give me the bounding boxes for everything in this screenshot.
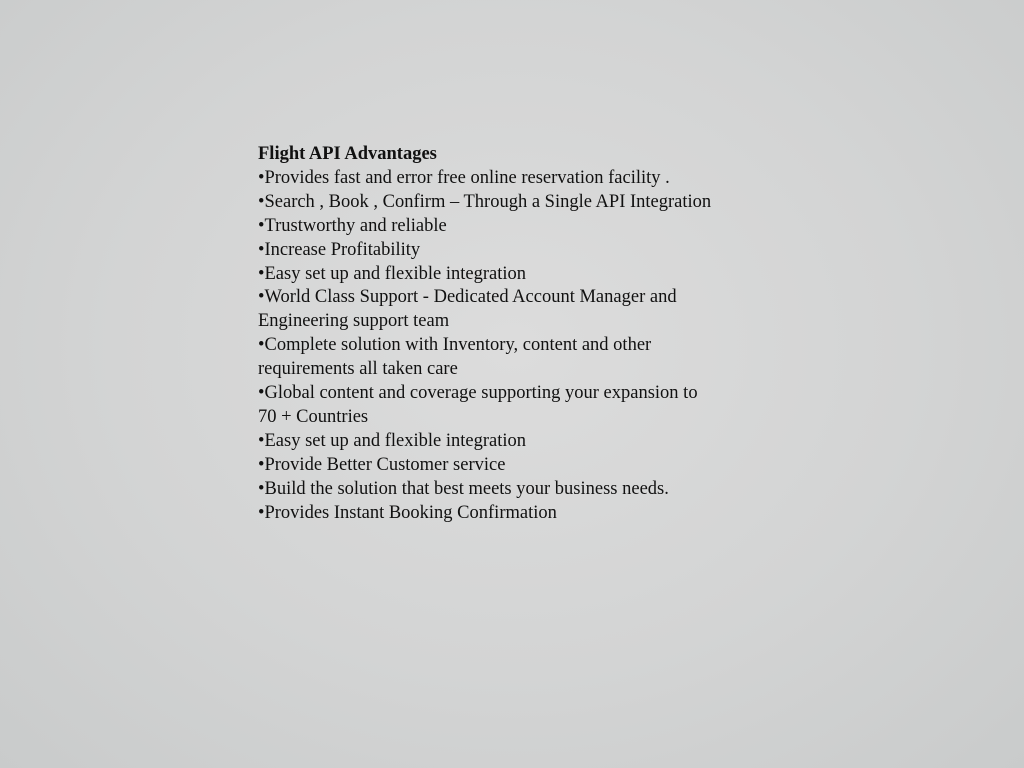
bullet-item: •Global content and coverage supporting your expansion to 70 + Countries [258, 383, 698, 427]
bullet-item: •Trustworthy and reliable [258, 215, 447, 236]
bullet-item: •Build the solution that best meets your business needs. [258, 478, 669, 499]
content-text-block [258, 143, 758, 526]
bullet-item: •Provide Better Customer service [258, 454, 506, 475]
bullet-item: •Easy set up and flexible integration [258, 263, 526, 284]
bullet-item: •Provides Instant Booking Confirmation [258, 502, 557, 523]
slide-heading: Flight API Advantages [258, 144, 437, 164]
bullet-item: •Easy set up and flexible integration [258, 430, 526, 451]
bullet-item: •Search , Book , Confirm – Through a Single API Integration [258, 191, 712, 212]
bullet-item: •Increase Profitability [258, 239, 421, 260]
bullet-item: •Complete solution with Inventory, content and other requirements all taken care [258, 335, 652, 380]
bullet-item: •Provides fast and error free online reservation facility . [258, 167, 670, 188]
bullet-item: •World Class Support - Dedicated Account Manager and Engineering support team [258, 287, 677, 332]
